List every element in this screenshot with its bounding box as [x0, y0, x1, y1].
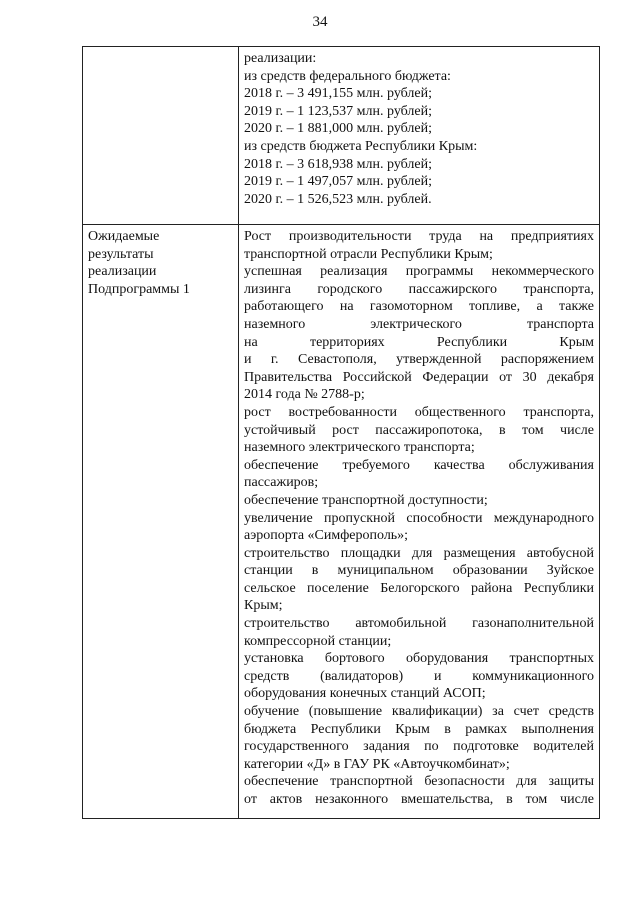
result-line: устойчивый рост пассажиропотока, в том числе — [244, 422, 594, 438]
expected-results-label — [83, 225, 238, 298]
row2-value-cell — [239, 225, 600, 819]
funding-line: 2020 г. – 1 526,523 млн. рублей. — [244, 191, 432, 207]
result-line: обеспечение транспортной доступности; — [244, 492, 488, 508]
result-line: сельское поселение Белогорского района Республики — [244, 580, 594, 596]
result-line: строительство автомобильной газонаполнительной — [244, 616, 594, 632]
result-line: обеспечение транспортной безопасности для защиты — [244, 774, 594, 790]
result-line: обеспечение требуемого качества обслуживания — [244, 457, 594, 473]
row1-label-cell — [83, 47, 239, 225]
expected-results-text — [239, 225, 599, 809]
result-line: средств (валидаторов) и коммуникационного — [244, 668, 594, 684]
funding-line: 2019 г. – 1 123,537 млн. рублей; — [244, 103, 432, 119]
page-number: 34 — [312, 14, 328, 30]
result-line: бюджета Республики Крым в рамках выполнения — [244, 721, 594, 737]
row2-label-cell — [83, 225, 239, 819]
funding-line: 2020 г. – 1 881,000 млн. рублей; — [244, 121, 432, 137]
funding-line: 2018 г. – 3 491,155 млн. рублей; — [244, 86, 432, 102]
table-row-expected-results — [83, 225, 600, 819]
row1-value-cell — [239, 47, 600, 225]
funding-line: из средств федерального бюджета: — [244, 68, 451, 84]
label-line: Ожидаемые — [88, 229, 160, 244]
passport-table — [82, 46, 600, 819]
funding-line: из средств бюджета Республики Крым: — [244, 138, 478, 154]
funding-line: реализации: — [244, 51, 317, 66]
result-line: и г. Севастополя, утвержденной распоряжением — [244, 352, 594, 368]
result-line: государственного задания по подготовке водителей — [244, 739, 594, 755]
result-line: строительство площадки для размещения автобусной — [244, 545, 594, 561]
result-line: наземного электрического транспорта — [244, 316, 594, 332]
result-line: Правительства Российской Федерации от 30 декабря — [244, 369, 594, 385]
result-line: наземного электрического транспорта; — [244, 440, 475, 456]
result-line: установка бортового оборудования транспортных — [244, 651, 594, 667]
result-line: оборудования конечных станций АСОП; — [244, 686, 486, 702]
result-line: компрессорной станции; — [244, 633, 392, 649]
result-line: обучение (повышение квалификации) за счет средств — [244, 704, 594, 720]
result-line: категории «Д» в ГАУ РК «Автоучкомбинат»; — [244, 756, 510, 772]
result-line: станции в муниципальном образовании Зуйское — [244, 563, 594, 579]
result-line: аэропорта «Симферополь»; — [244, 528, 409, 544]
result-line: увеличение пропускной способности международного — [244, 510, 594, 526]
result-line: рост востребованности общественного транспорта, — [244, 404, 594, 420]
result-line: Крым; — [244, 598, 283, 614]
result-line: транспортной отрасли Республики Крым; — [244, 246, 493, 262]
table-row-funding — [83, 47, 600, 225]
result-line: 2014 года № 2788-р; — [244, 387, 365, 403]
result-line: Рост производительности труда на предприятиях — [244, 229, 594, 244]
result-line: на территориях Республики Крым — [244, 334, 594, 350]
label-line: Подпрограммы 1 — [88, 281, 190, 297]
result-line: от актов незаконного вмешательства, в том числе — [244, 792, 594, 807]
result-line: работающего на газомоторном топливе, а также — [244, 299, 594, 315]
funding-text — [239, 47, 599, 208]
result-line: лизинга городского пассажирского транспорта, — [244, 281, 594, 297]
label-line: результаты — [88, 246, 154, 262]
result-line: успешная реализация программы некоммерческого — [244, 264, 594, 280]
funding-line: 2018 г. – 3 618,938 млн. рублей; — [244, 156, 432, 172]
result-line: пассажиров; — [244, 475, 319, 491]
funding-line: 2019 г. – 1 497,057 млн. рублей; — [244, 174, 432, 190]
label-line: реализации — [88, 264, 157, 280]
